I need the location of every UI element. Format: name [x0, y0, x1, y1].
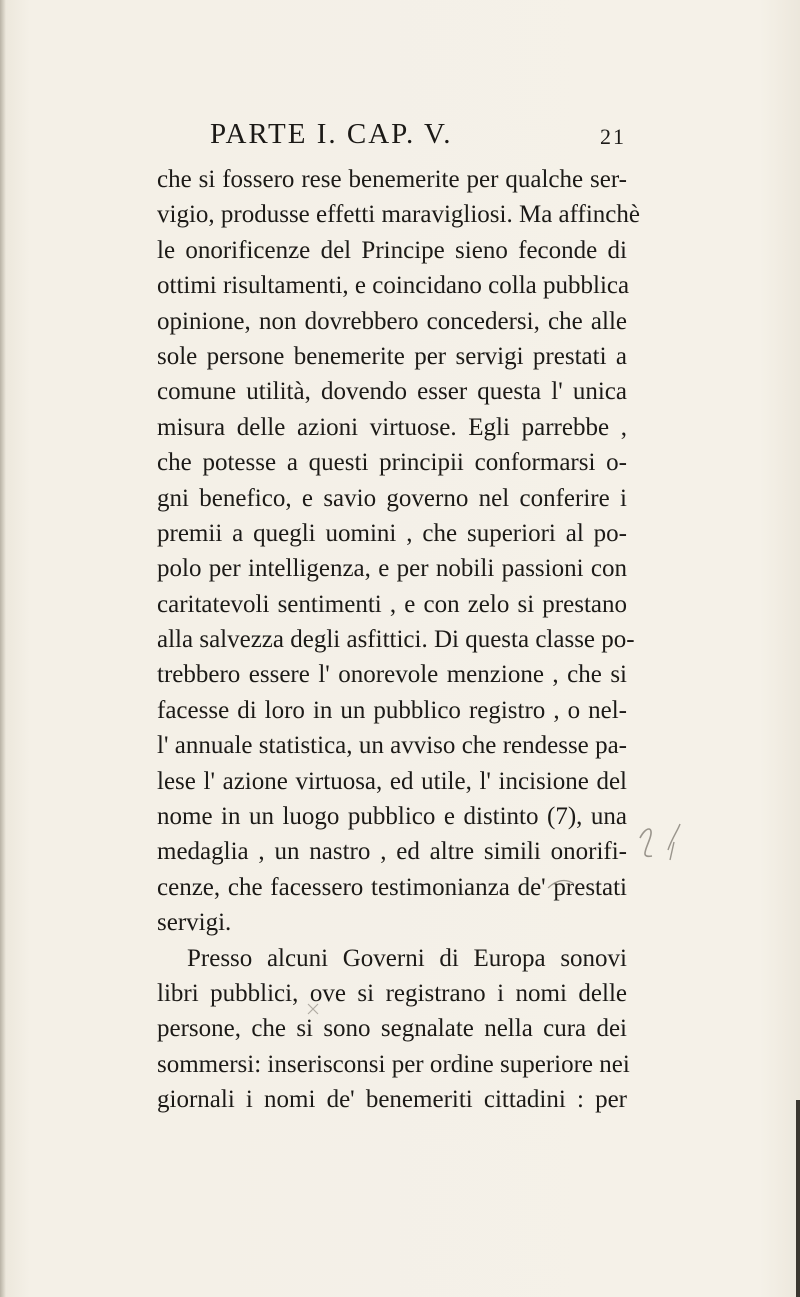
text-line: gni benefico, e savio governo nel conferire i [157, 484, 627, 512]
paragraph-start-line: Presso alcuni Governi di Europa sonovi [187, 944, 627, 972]
text-line: cenze, che facessero testimonianza de' prestati [157, 873, 627, 901]
text-line: medaglia , un nastro , ed altre simili onorifi- [157, 838, 627, 866]
text-line: le onorificenze del Principe sieno feconde di [157, 236, 627, 264]
page-header [0, 118, 800, 158]
body-text [157, 162, 640, 1118]
text-line: polo per intelligenza, e per nobili passioni con [157, 555, 627, 583]
text-line: misura delle azioni virtuose. Egli parrebbe , [157, 413, 627, 441]
text-line: persone, che si sono segnalate nella cura dei [157, 1015, 627, 1043]
pencil-scribble [668, 824, 680, 860]
paragraph-end-line: servigi. [157, 909, 232, 937]
text-line: trebbero essere l' onorevole menzione , che si [157, 661, 627, 689]
text-line: ottimi risultamenti, e coincidano colla pubblica [157, 272, 630, 300]
pencil-scribble [640, 829, 652, 856]
text-line: lese l' azione virtuosa, ed utile, l' incisione del [157, 767, 627, 795]
page-edge [796, 1100, 800, 1297]
text-line: alla salvezza degli asfittici. Di questa classe po- [157, 626, 635, 654]
text-line: premii a quegli uomini , che superiori al po- [157, 519, 627, 547]
text-line: sommersi: inserisconsi per ordine superiore nei [157, 1050, 630, 1078]
text-line: comune utilità, dovendo esser questa l' unica [157, 378, 627, 406]
running-head: PARTE I. CAP. V. [210, 118, 453, 150]
text-line: facesse di loro in un pubblico registro , o nel- [157, 696, 627, 724]
text-line: vigio, produsse effetti maravigliosi. Ma affinchè [157, 201, 640, 229]
text-line: l' annuale statistica, un avviso che rendesse pa- [157, 732, 627, 760]
text-line: libri pubblici, ove si registrano i nomi delle [157, 979, 627, 1007]
text-line: opinione, non dovrebbero concedersi, che alle [157, 307, 627, 335]
text-line: che si fossero rese benemerite per qualche ser- [157, 166, 627, 193]
text-line: nome in un luogo pubblico e distinto (7), una [157, 803, 627, 831]
page-number: 21 [600, 124, 626, 149]
page-gutter-shadow [0, 0, 6, 1297]
text-line: giornali i nomi de' benemeriti cittadini : per [157, 1086, 627, 1114]
text-line: che potesse a questi principii conformarsi o- [157, 449, 627, 477]
text-line: caritatevoli sentimenti , e con zelo si prestano [157, 590, 627, 618]
text-line: sole persone benemerite per servigi prestati a [157, 342, 627, 370]
